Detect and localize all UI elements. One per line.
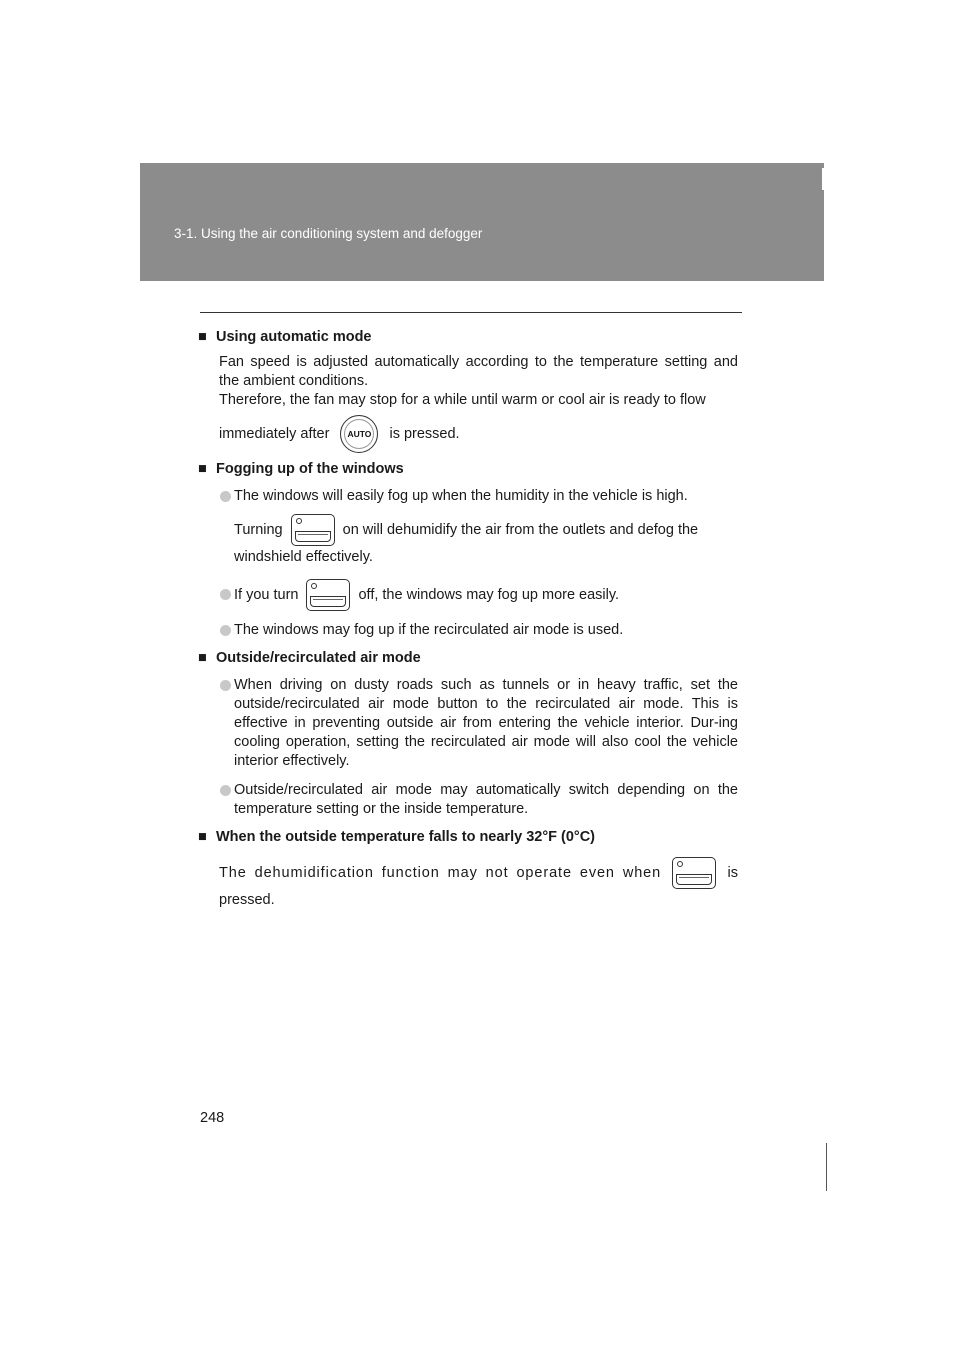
- auto-button-icon: AUTO: [340, 415, 378, 453]
- heading-cold-temperature: ■ When the outside temperature falls to nearly 32°F (0°C): [198, 829, 596, 845]
- auto-mode-paragraph: Fan speed is adjusted automatically according to the temperature setting and the ambient conditions. Therefore, the fan may stop for a while until warm or cool air is ready to flow: [219, 354, 738, 408]
- auto-mode-line: immediately after AUTO is pressed.: [219, 412, 738, 456]
- cold-paragraph: The dehumidification function may not operate even when is: [219, 851, 738, 895]
- square-bullet-icon: ■: [198, 650, 207, 666]
- list-item: The windows will easily fog up when the humidity in the vehicle is high. Turning on will dehumidify the air from the outlets and defog the windshield effectively.: [198, 487, 738, 567]
- heading-fogging: ■ Fogging up of the windows: [198, 461, 404, 477]
- margin-mark: [826, 1143, 827, 1191]
- ac-button-icon: [291, 514, 335, 546]
- page-content: [198, 328, 738, 910]
- bullet-dot-icon: [220, 491, 231, 502]
- header-tab-mark: [822, 168, 825, 190]
- bullet-dot-icon: [220, 785, 231, 796]
- cold-paragraph-end: pressed.: [219, 892, 275, 908]
- ac-button-icon: [306, 579, 350, 611]
- cold-paragraph-is: is: [727, 865, 738, 881]
- page-number: 248: [200, 1110, 225, 1126]
- list-item: The windows may fog up if the recirculated air mode is used.: [198, 621, 738, 640]
- square-bullet-icon: ■: [198, 829, 207, 845]
- section-header-band: [140, 163, 824, 281]
- bullet-dot-icon: [220, 680, 231, 691]
- bullet-dot-icon: [220, 589, 231, 600]
- list-item: When driving on dusty roads such as tunnels or in heavy traffic, set the outside/recirculated air mode button to the recirculated air mode. This is effective in preventing outside air from entering the vehicle interior. Dur-ing cooling operation, setting the recirculated air mode will also cool the vehicle interior effectively.: [198, 676, 738, 771]
- ac-button-icon: [672, 857, 716, 889]
- bullet-dot-icon: [220, 625, 231, 636]
- list-item: Outside/recirculated air mode may automatically switch depending on the temperature setting or the inside temperature.: [198, 781, 738, 819]
- list-item: If you turn off, the windows may fog up more easily.: [198, 573, 738, 617]
- heading-auto-mode: ■ Using automatic mode: [198, 329, 372, 345]
- square-bullet-icon: ■: [198, 329, 207, 345]
- divider: [200, 312, 742, 313]
- square-bullet-icon: ■: [198, 461, 207, 477]
- heading-recirculated: ■ Outside/recirculated air mode: [198, 650, 421, 666]
- section-title: 3-1. Using the air conditioning system and defogger: [174, 226, 483, 241]
